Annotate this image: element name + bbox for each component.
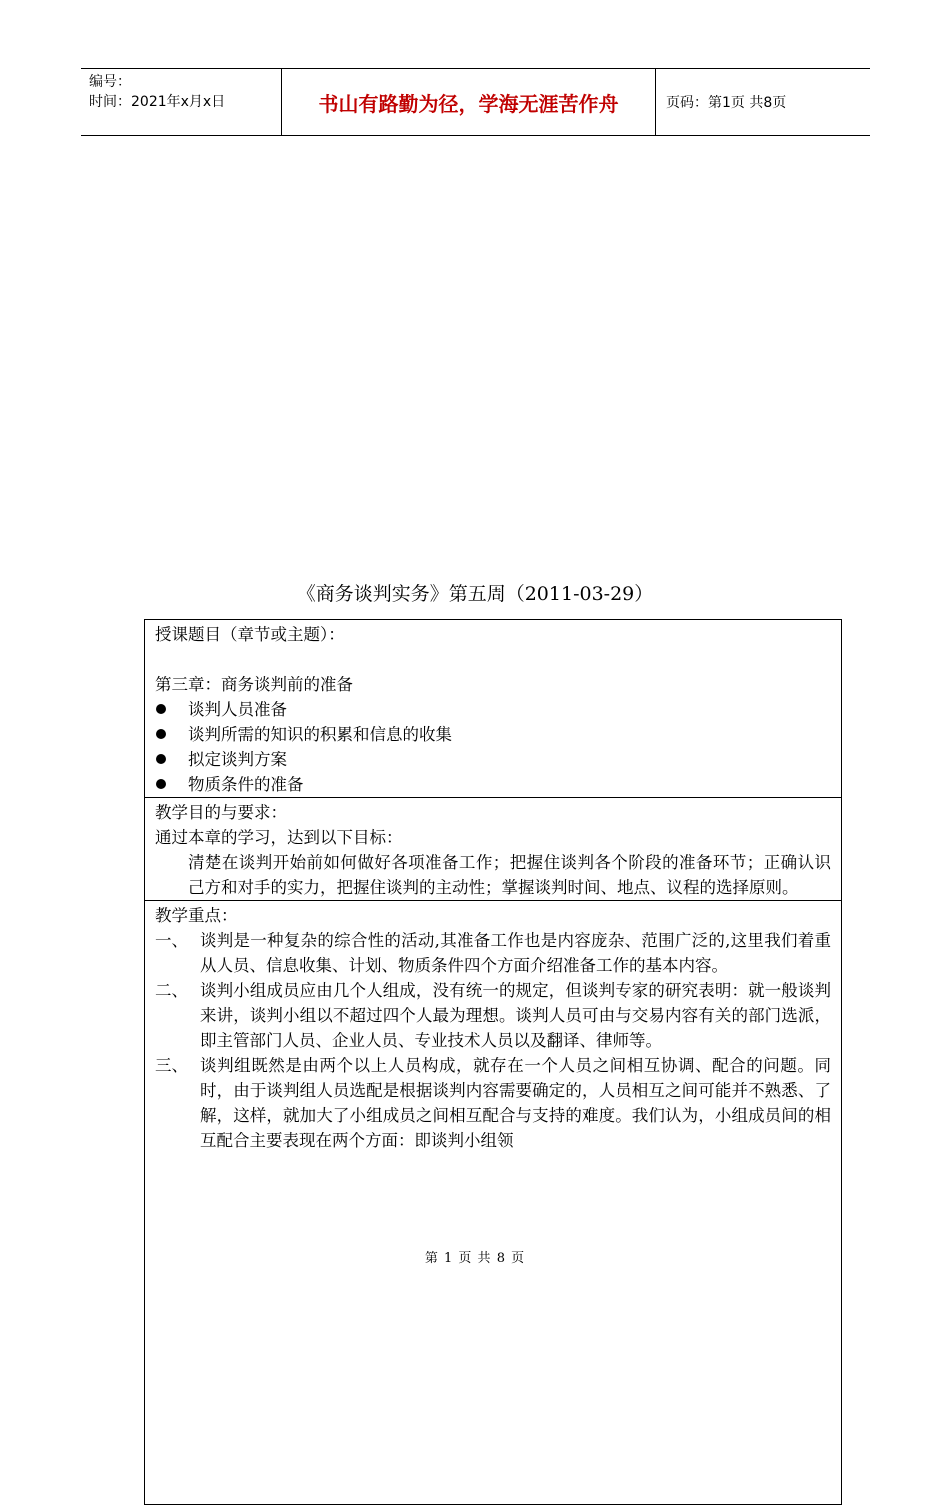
- number-label: 编号：: [89, 74, 131, 90]
- objectives-label: 教学目的与要求：: [155, 803, 287, 822]
- key-point-item: 二、 谈判小组成员应由几个人组成，没有统一的规定，但谈判专家的研究表明：就一般谈判来讲，谈判小组以不超过四个人最为理想。谈判人员可由与交易内容有关的部门选派，即主管部门人员、企业人员、专业技术人员以及翻译、律师等。: [155, 981, 831, 1050]
- key-points-label: 教学重点：: [155, 906, 238, 925]
- key-points-cell: [145, 900, 841, 1504]
- bullet-item: 拟定谈判方案: [155, 747, 831, 772]
- bullet-item: 谈判所需的知识的积累和信息的收集: [155, 722, 831, 747]
- bullet-dot-icon: [156, 729, 166, 739]
- objectives-body: 清楚在谈判开始前如何做好各项准备工作；把握住谈判各个阶段的准备环节；正确认识己方和对手的实力，把握住谈判的主动性；掌握谈判时间、地点、议程的选择原则。: [188, 853, 831, 897]
- bullet-dot-icon: [156, 704, 166, 714]
- bullet-dot-icon: [156, 779, 166, 789]
- bullet-item: 物质条件的准备: [155, 772, 831, 797]
- key-point-item: 三、 谈判组既然是由两个以上人员构成，就存在一个人员之间相互协调、配合的问题。同时，由于谈判组人员选配是根据谈判内容需要确定的，人员相互之间可能并不熟悉、了解，这样，就加大了小组成员之间相互配合与支持的难度。我们认为，小组成员间的相互配合主要表现在两个方面：即谈判小组领: [155, 1056, 831, 1150]
- document-title: 《商务谈判实务》第五周（2011-03-29）: [296, 583, 654, 605]
- lesson-table: [144, 619, 842, 1505]
- bullet-dot-icon: [156, 754, 166, 764]
- objectives-intro: 通过本章的学习，达到以下目标：: [155, 828, 403, 847]
- header-page-info: 页码：第1页 共8页: [666, 95, 787, 111]
- objectives-cell: [145, 797, 841, 900]
- time-label: 时间：2021年x月x日: [89, 94, 226, 110]
- bullet-item: 谈判人员准备: [155, 697, 831, 722]
- topic-label: 授课题目（章节或主题）：: [155, 625, 345, 644]
- topic-cell: [145, 620, 841, 797]
- page-footer: 第 1 页 共 8 页: [424, 1251, 526, 1266]
- header-meta: [81, 69, 282, 135]
- key-point-item: 一、 谈判是一种复杂的综合性的活动,其准备工作也是内容庞杂、范围广泛的,这里我们着重从人员、信息收集、计划、物质条件四个方面介绍准备工作的基本内容。: [155, 931, 831, 975]
- header-motto: 书山有路勤为径，学海无涯苦作舟: [282, 69, 656, 135]
- chapter-title: 第三章：商务谈判前的准备: [155, 675, 353, 694]
- page-header: [81, 68, 870, 136]
